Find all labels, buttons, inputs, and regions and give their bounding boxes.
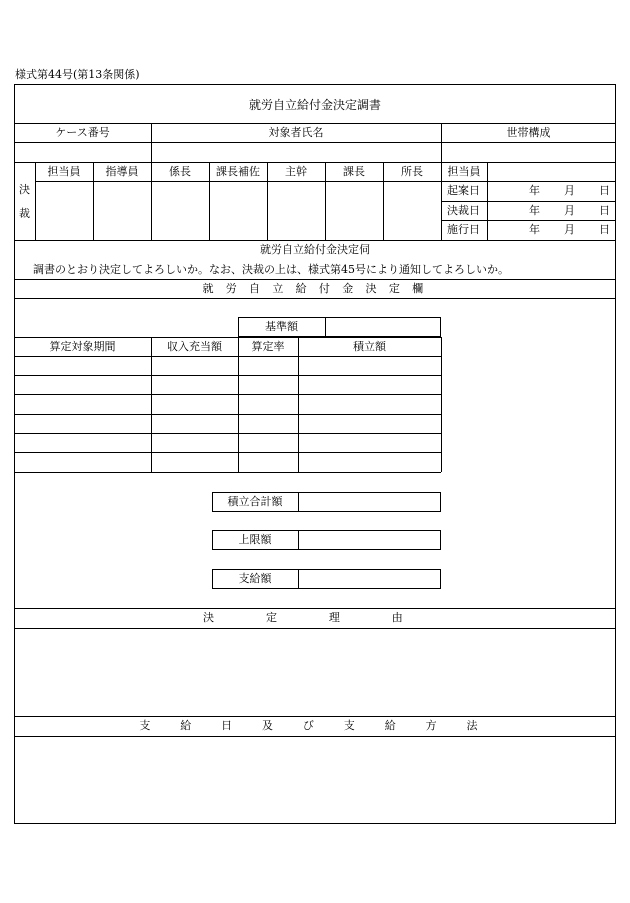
divider xyxy=(14,472,441,473)
reason-input[interactable] xyxy=(15,629,615,715)
subject-name-label: 対象者氏名 xyxy=(268,126,324,139)
form-title: 就労自立給付金決定調書 xyxy=(248,98,381,112)
day-label: 日 xyxy=(599,184,610,197)
table-row[interactable] xyxy=(15,395,440,413)
case-number-label: ケース番号 xyxy=(55,126,110,139)
limit-input[interactable] xyxy=(299,531,440,549)
role-senior: 主幹 xyxy=(285,165,307,178)
household-label: 世帯構成 xyxy=(506,126,551,139)
stamp-box-instructor[interactable] xyxy=(94,182,151,239)
table-row[interactable] xyxy=(15,357,440,375)
divider xyxy=(14,608,616,609)
inquiry-title: 就労自立給付金決定伺 xyxy=(260,243,370,256)
divider xyxy=(14,298,616,299)
stamp-box-chief[interactable] xyxy=(152,182,209,239)
table-row[interactable] xyxy=(15,376,440,394)
decision-date-label: 決裁日 xyxy=(447,204,480,217)
table-row[interactable] xyxy=(15,453,440,471)
divider xyxy=(14,240,616,241)
payment-method-input[interactable] xyxy=(15,737,615,823)
right-staff-label: 担当員 xyxy=(447,165,481,178)
divider xyxy=(14,279,616,280)
role-chief: 係長 xyxy=(169,165,191,178)
col-accumulation: 積立額 xyxy=(353,340,386,353)
approval-side-label-1: 決 xyxy=(19,183,30,196)
payment-method-title: 支 給 日 及 び 支 給 方 法 xyxy=(139,719,491,732)
year-label: 年 xyxy=(529,204,540,217)
stamp-box-deputy-manager[interactable] xyxy=(210,182,267,239)
year-label: 年 xyxy=(529,223,540,236)
draft-date-input[interactable] xyxy=(488,182,615,200)
household-input[interactable] xyxy=(442,143,615,161)
col-period: 算定対象期間 xyxy=(49,340,116,353)
role-director: 所長 xyxy=(401,165,423,178)
day-label: 日 xyxy=(599,204,610,217)
col-income: 収入充当額 xyxy=(167,340,222,353)
divider xyxy=(14,123,616,124)
effective-date-label: 施行日 xyxy=(447,223,480,236)
stamp-box-senior[interactable] xyxy=(268,182,325,239)
base-amount-label: 基準額 xyxy=(265,320,298,333)
decision-date-input[interactable] xyxy=(488,202,615,220)
divider xyxy=(14,162,616,163)
approval-side-label-2: 裁 xyxy=(19,207,30,220)
total-input[interactable] xyxy=(299,493,440,511)
role-staff: 担当員 xyxy=(47,165,81,178)
role-deputy-manager: 課長補佐 xyxy=(216,165,260,178)
subject-name-input[interactable] xyxy=(152,143,440,161)
table-row[interactable] xyxy=(15,434,440,452)
month-label: 月 xyxy=(564,223,575,236)
month-label: 月 xyxy=(564,204,575,217)
stamp-box-director[interactable] xyxy=(384,182,441,239)
case-number-input[interactable] xyxy=(15,143,150,161)
decision-section-title: 就 労 自 立 給 付 金 決 定 欄 xyxy=(202,282,428,295)
year-label: 年 xyxy=(529,184,540,197)
form-number: 様式第44号(第13条関係) xyxy=(15,68,140,81)
divider xyxy=(14,716,616,717)
payment-label: 支給額 xyxy=(238,572,272,585)
draft-date-label: 起案日 xyxy=(447,184,480,197)
total-label: 積立合計額 xyxy=(227,495,283,508)
day-label: 日 xyxy=(599,223,610,236)
effective-date-input[interactable] xyxy=(488,221,615,239)
payment-input[interactable] xyxy=(299,570,440,588)
divider xyxy=(441,337,442,472)
role-instructor: 指導員 xyxy=(105,165,139,178)
col-rate: 算定率 xyxy=(251,340,285,353)
table-row[interactable] xyxy=(15,415,440,433)
stamp-box-manager[interactable] xyxy=(326,182,383,239)
limit-label: 上限額 xyxy=(238,533,272,546)
divider xyxy=(14,337,441,338)
role-manager: 課長 xyxy=(343,165,365,178)
inquiry-text: 調書のとおり決定してよろしいか。なお、決裁の上は、様式第45号により通知してよろしいか。 xyxy=(33,263,509,276)
month-label: 月 xyxy=(564,184,575,197)
stamp-box-staff[interactable] xyxy=(36,182,93,239)
reason-title: 決 定 理 由 xyxy=(203,611,427,624)
base-amount-input[interactable] xyxy=(326,318,440,336)
